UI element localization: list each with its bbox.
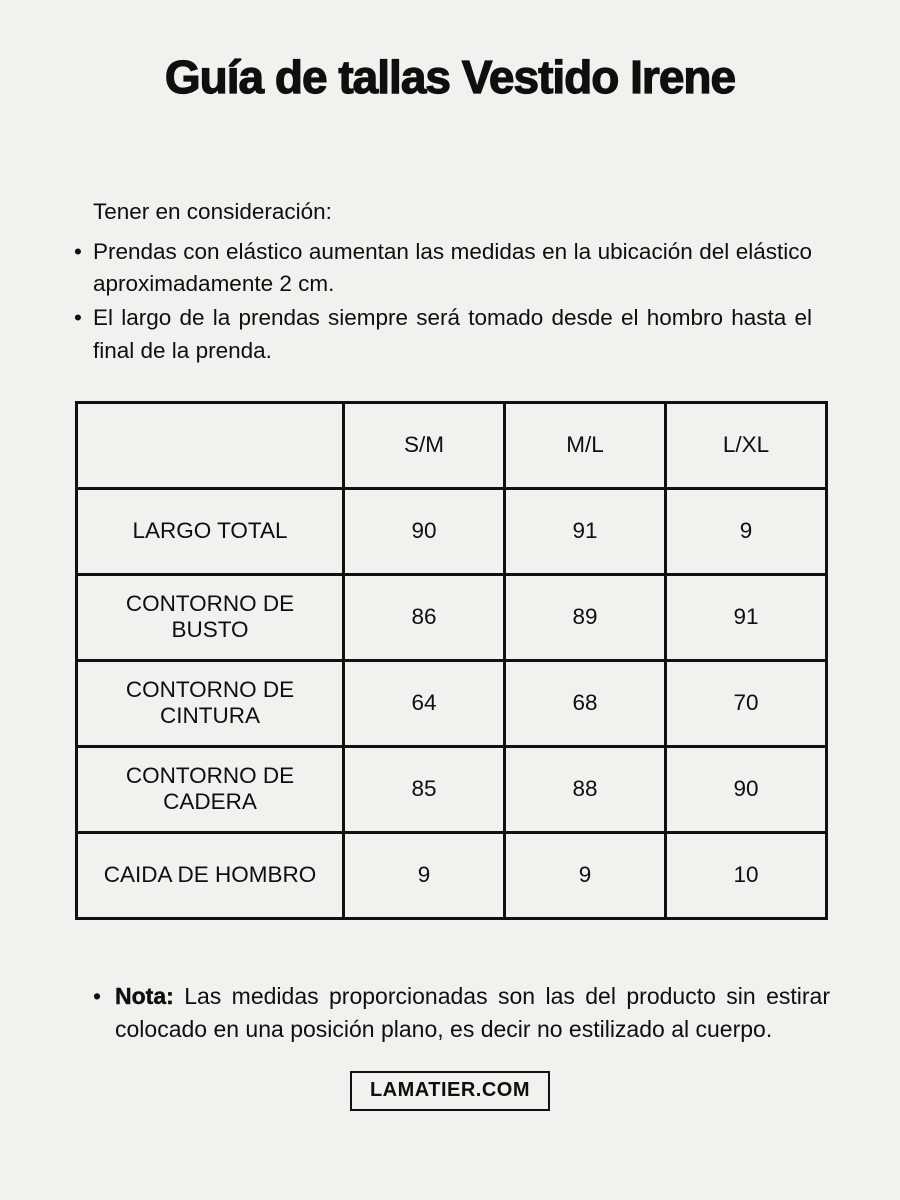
measurement-value: 9: [505, 832, 666, 918]
measurement-row: [77, 832, 827, 918]
size-table: [75, 401, 828, 920]
consideration-item: • El largo de la prendas siempre será tomado desde el hombro hasta el final de la prenda.: [93, 302, 812, 368]
measurement-value: 9: [666, 488, 827, 574]
page-footer: [0, 1071, 900, 1111]
measurement-label: CONTORNO DE CADERA: [77, 746, 344, 832]
measurement-row: [77, 488, 827, 574]
size-table-header-row: [77, 402, 827, 488]
considerations-section: [0, 196, 900, 368]
brand-badge: [350, 1071, 550, 1111]
considerations-heading: Tener en consideración:: [93, 199, 332, 224]
measurement-value: 86: [344, 574, 505, 660]
measurement-value: 9: [344, 832, 505, 918]
size-column-header: M/L: [505, 402, 666, 488]
measurement-value: 68: [505, 660, 666, 746]
considerations-list: [0, 236, 900, 368]
brand-label: LAMATIER.COM: [369, 1079, 531, 1102]
consideration-item: • Prendas con elástico aumentan las medidas en la ubicación del elástico aproximadamente 2 cm.: [93, 236, 812, 302]
measurement-value: 85: [344, 746, 505, 832]
note-section: [0, 980, 900, 1045]
page-title: Guía de tallas Vestido Irene: [164, 51, 736, 103]
measurement-row: [77, 574, 827, 660]
measurement-row: [77, 660, 827, 746]
measurement-value: 70: [666, 660, 827, 746]
measurement-value: 88: [505, 746, 666, 832]
measurement-value: 91: [505, 488, 666, 574]
measurement-value: 90: [344, 488, 505, 574]
measurement-value: 90: [666, 746, 827, 832]
measurement-value: 91: [666, 574, 827, 660]
measurement-label: LARGO TOTAL: [77, 488, 344, 574]
measurement-value: 64: [344, 660, 505, 746]
note-item: [115, 980, 830, 1045]
measurement-value: 89: [505, 574, 666, 660]
measurement-value: 10: [666, 832, 827, 918]
size-column-header: [77, 402, 344, 488]
measurement-label: CAIDA DE HOMBRO: [77, 832, 344, 918]
note-list: [0, 980, 900, 1045]
measurement-row: [77, 746, 827, 832]
measurement-label: CONTORNO DE BUSTO: [77, 574, 344, 660]
note-text: Las medidas proporcionadas son las del producto sin estirar colocado en una posición plano, es decir no estilizado al cuerpo.: [115, 982, 830, 1042]
size-column-header: L/XL: [666, 402, 827, 488]
note-label: Nota:: [115, 982, 174, 1009]
size-table-body: [77, 488, 827, 918]
measurement-label: CONTORNO DE CINTURA: [77, 660, 344, 746]
size-column-header: S/M: [344, 402, 505, 488]
